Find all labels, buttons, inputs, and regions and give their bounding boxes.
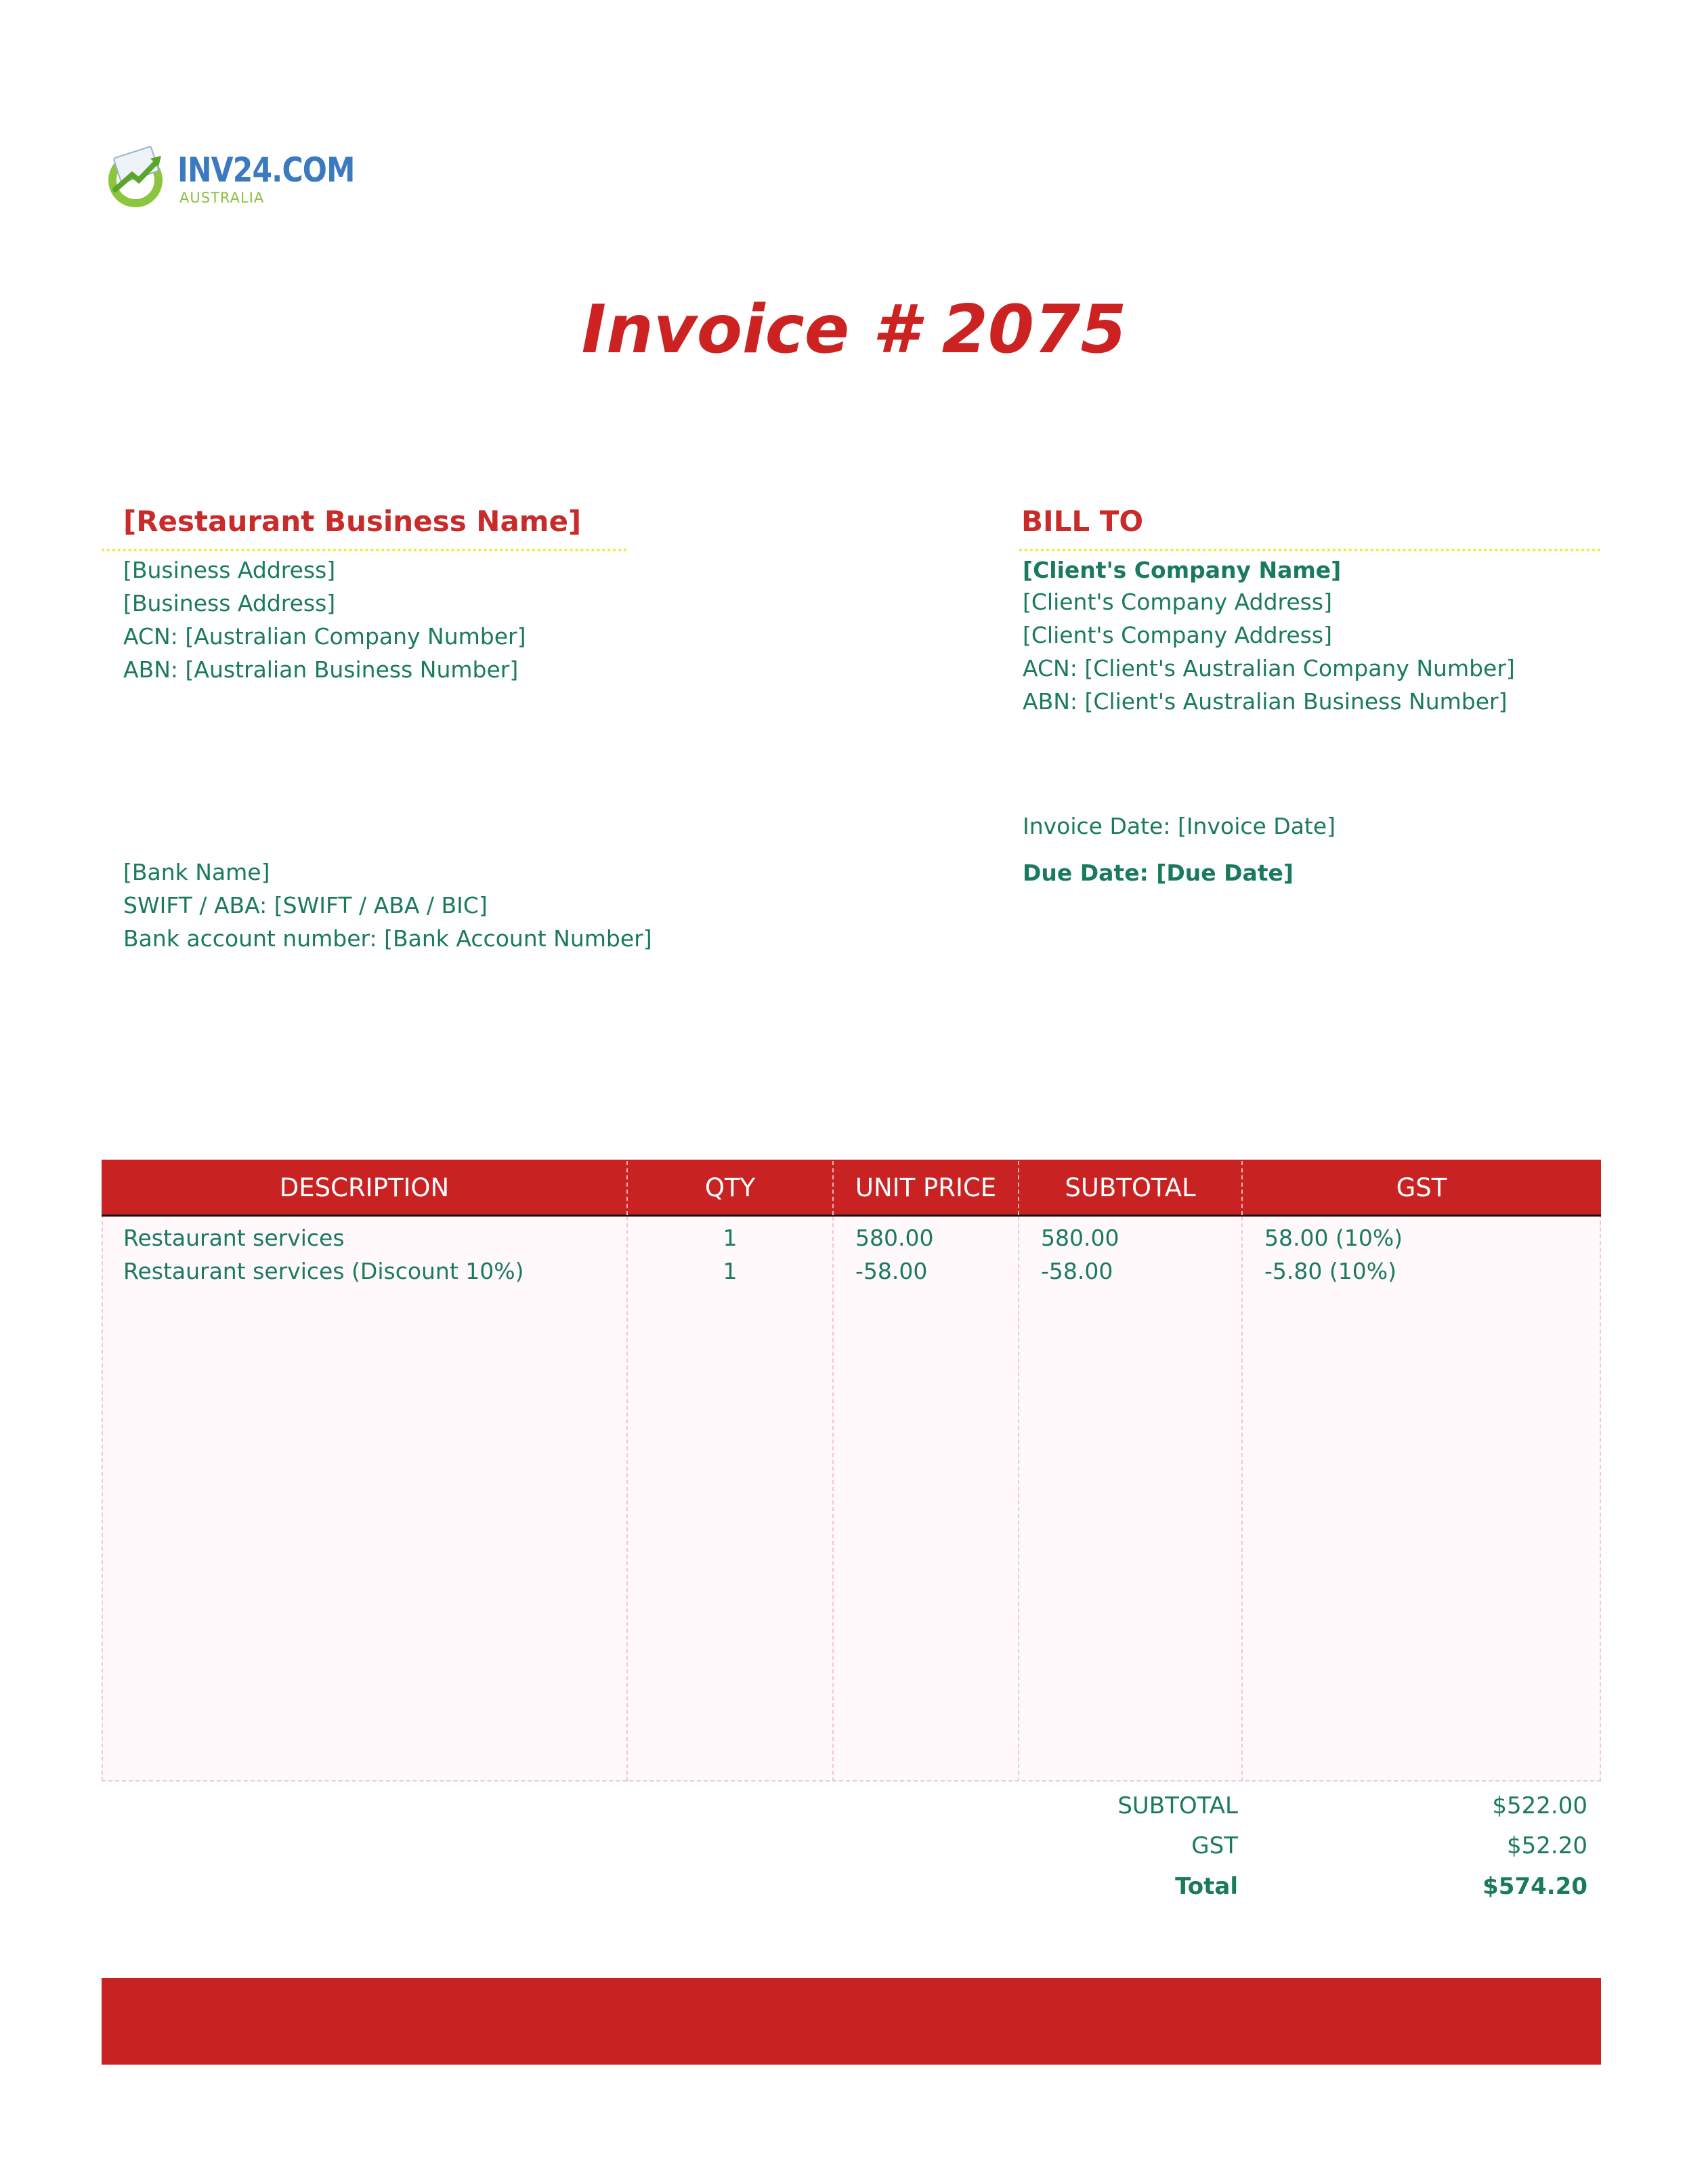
bill-to-heading: BILL TO	[1021, 505, 1144, 538]
header-divider	[832, 1161, 834, 1215]
invoice-date: Invoice Date: [Invoice Date]	[1023, 813, 1336, 839]
business-name: [Restaurant Business Name]	[123, 505, 582, 538]
line-items-table	[102, 1160, 1601, 1781]
bank-swift: SWIFT / ABA: [SWIFT / ABA / BIC]	[123, 892, 488, 919]
client-address-1: [Client's Company Address]	[1023, 589, 1332, 615]
total-value: $574.20	[1482, 1873, 1587, 1900]
invoice-title: Invoice # 2075	[581, 291, 1127, 368]
total-label: Total	[1175, 1873, 1238, 1900]
client-acn: ACN: [Client's Australian Company Number]	[1023, 655, 1515, 681]
business-abn: ABN: [Australian Business Number]	[123, 656, 519, 683]
bank-name: [Bank Name]	[123, 859, 270, 885]
bank-account: Bank account number: [Bank Account Number]	[123, 925, 652, 952]
gst-value: $52.20	[1507, 1832, 1587, 1859]
client-address-2: [Client's Company Address]	[1023, 622, 1332, 648]
logo-name: INV24.COM	[177, 150, 355, 190]
row-1-gst: 58.00 (10%)	[1264, 1225, 1403, 1251]
gst-label: GST	[1191, 1832, 1238, 1859]
row-2-qty: 1	[723, 1258, 738, 1284]
row-1-subtotal: 580.00	[1041, 1225, 1119, 1251]
column-divider	[1018, 1217, 1019, 1781]
header-divider	[1018, 1161, 1019, 1215]
row-2-gst: -5.80 (10%)	[1264, 1258, 1396, 1284]
business-address-2: [Business Address]	[123, 590, 336, 616]
column-divider	[626, 1217, 628, 1781]
header-gst: GST	[1396, 1173, 1447, 1202]
header-unit-price: UNIT PRICE	[855, 1173, 997, 1202]
column-divider	[1241, 1217, 1243, 1781]
subtotal-label: SUBTOTAL	[1117, 1792, 1238, 1819]
footer-bar	[102, 1978, 1601, 2065]
business-acn: ACN: [Australian Company Number]	[123, 623, 526, 650]
header-divider	[626, 1161, 628, 1215]
header-divider	[1241, 1161, 1243, 1215]
subtotal-value: $522.00	[1492, 1792, 1587, 1819]
row-1-qty: 1	[723, 1225, 738, 1251]
client-abn: ABN: [Client's Australian Business Number]	[1023, 688, 1508, 715]
header-description: DESCRIPTION	[279, 1173, 450, 1202]
bill-to-underline	[1019, 549, 1601, 551]
business-address-1: [Business Address]	[123, 557, 336, 583]
header-qty: QTY	[704, 1173, 756, 1202]
row-1-unit-price: 580.00	[855, 1225, 934, 1251]
header-subtotal: SUBTOTAL	[1065, 1173, 1196, 1202]
row-2-unit-price: -58.00	[855, 1258, 928, 1284]
column-divider	[832, 1217, 834, 1781]
row-1-description: Restaurant services	[123, 1225, 345, 1251]
row-2-description: Restaurant services (Discount 10%)	[123, 1258, 524, 1284]
row-2-subtotal: -58.00	[1041, 1258, 1113, 1284]
client-company-name: [Client's Company Name]	[1023, 557, 1342, 583]
due-date: Due Date: [Due Date]	[1023, 860, 1294, 886]
logo-region: AUSTRALIA	[179, 190, 265, 206]
seller-underline	[102, 549, 627, 551]
